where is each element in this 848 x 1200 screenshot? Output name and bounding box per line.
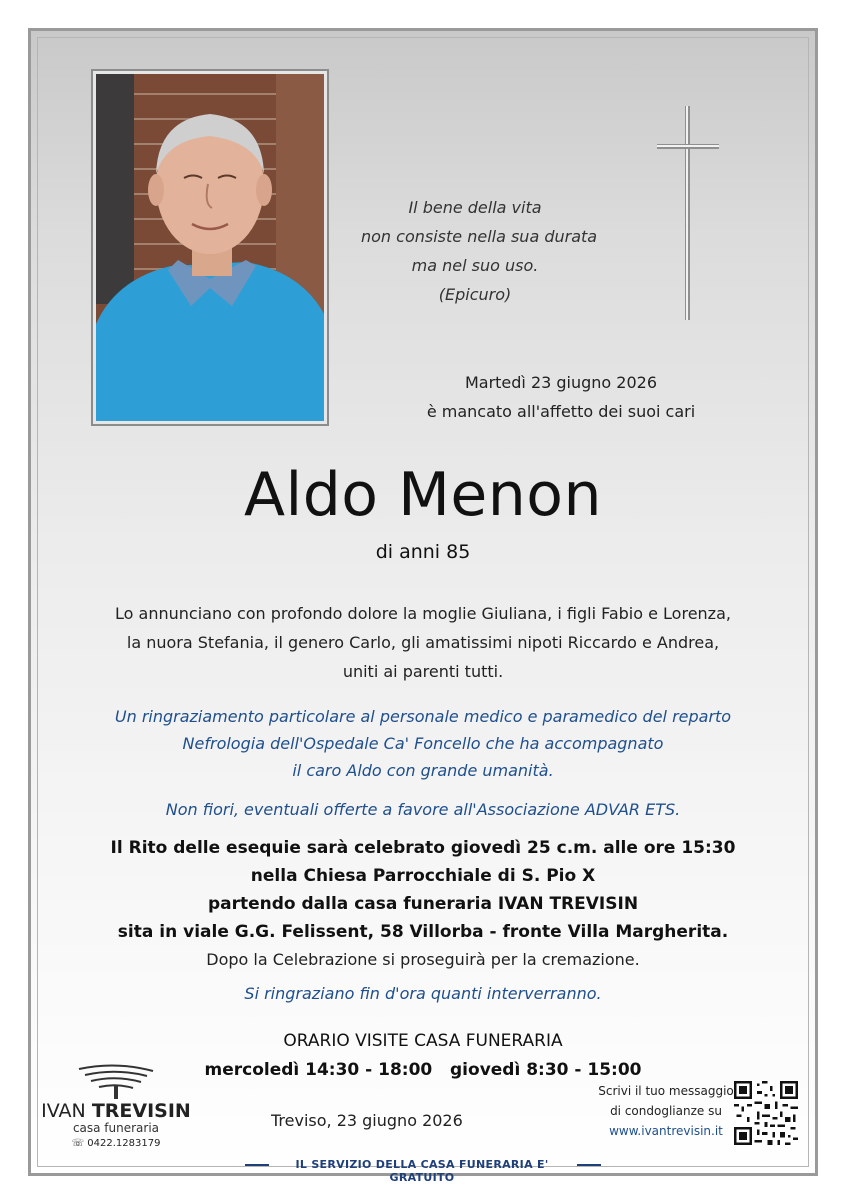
rite-line-4: sita in viale G.G. Felissent, 58 Villorba - fronte Villa Margherita. — [117, 922, 729, 942]
brand-first: IVAN — [41, 1100, 86, 1122]
death-date: Martedì 23 giugno 2026 — [464, 373, 658, 392]
condolences-line-2: di condoglianze su — [610, 1104, 722, 1118]
family-announcement — [31, 599, 815, 686]
thanks-line-1: Un ringraziamento particolare al personale medico e paramedico del reparto — [114, 707, 732, 726]
phone-number: 0422.1283179 — [87, 1138, 161, 1149]
rite-line-2: nella Chiesa Parrocchiale di S. Pio X — [250, 866, 596, 886]
portrait-photo — [96, 74, 324, 421]
portrait-frame — [91, 69, 329, 426]
place-date: Treviso, 23 giugno 2026 — [271, 1111, 463, 1130]
quote-line-3: ma nel suo uso. — [411, 256, 539, 275]
special-thanks — [31, 703, 815, 784]
epicurus-quote — [361, 193, 598, 309]
brand-last: TREVISIN — [91, 1100, 191, 1122]
visit-hours-times: mercoledì 14:30 - 18:00 giovedì 8:30 - 15:00 — [204, 1060, 642, 1080]
obituary-card — [28, 28, 818, 1184]
brand-name — [41, 1101, 191, 1121]
footer-rule-left — [245, 1164, 269, 1166]
phone-icon: ☏ — [71, 1138, 85, 1149]
visit-hours-title: ORARIO VISITE CASA FUNERARIA — [283, 1031, 563, 1051]
death-notice — [401, 368, 721, 426]
rite-line-5: Dopo la Celebrazione si proseguirà per la cremazione. — [206, 950, 640, 969]
cross-icon — [657, 106, 719, 320]
final-thanks: Si ringraziano fin d'ora quanti interverranno. — [244, 984, 602, 1003]
thanks-line-3: il caro Aldo con grande umanità. — [292, 761, 554, 780]
qr-code-icon[interactable] — [734, 1081, 798, 1145]
announcement-line-1: Lo annunciano con profondo dolore la moglie Giuliana, i figli Fabio e Lorenza, — [115, 604, 731, 623]
condolences-info — [571, 1081, 761, 1141]
funeral-rite — [31, 834, 815, 974]
quote-line-2: non consiste nella sua durata — [361, 227, 598, 246]
condolences-link[interactable]: www.ivantrevisin.it — [609, 1124, 723, 1138]
brand-phone — [41, 1138, 191, 1149]
quote-author: (Epicuro) — [438, 285, 512, 304]
death-text: è mancato all'affetto dei suoi cari — [426, 402, 696, 421]
condolences-line-1: Scrivi il tuo messaggio — [598, 1084, 734, 1098]
rite-line-1: Il Rito delle esequie sarà celebrato giovedì 25 c.m. alle ore 15:30 — [110, 838, 736, 858]
rite-line-3: partendo dalla casa funeraria IVAN TREVISIN — [207, 894, 639, 914]
deceased-age: di anni 85 — [375, 541, 471, 563]
announcement-line-2: la nuora Stefania, il genero Carlo, gli amatissimi nipoti Riccardo e Andrea, — [126, 633, 720, 652]
flowers-note: Non fiori, eventuali offerte a favore all'Associazione ADVAR ETS. — [165, 800, 681, 819]
quote-line-1: Il bene della vita — [408, 198, 542, 217]
announcement-line-3: uniti ai parenti tutti. — [342, 662, 504, 681]
footer-rule-right — [577, 1164, 601, 1166]
deceased-name: Aldo Menon — [243, 460, 603, 530]
footer-notice: IL SERVIZIO DELLA CASA FUNERARIA E' GRATUITO — [295, 1158, 549, 1184]
brand-subtitle: casa funeraria — [72, 1121, 160, 1135]
funeral-home-logo — [41, 1063, 191, 1149]
tree-logo-icon — [71, 1063, 161, 1099]
thanks-line-2: Nefrologia dell'Ospedale Ca' Foncello che ha accompagnato — [182, 734, 664, 753]
